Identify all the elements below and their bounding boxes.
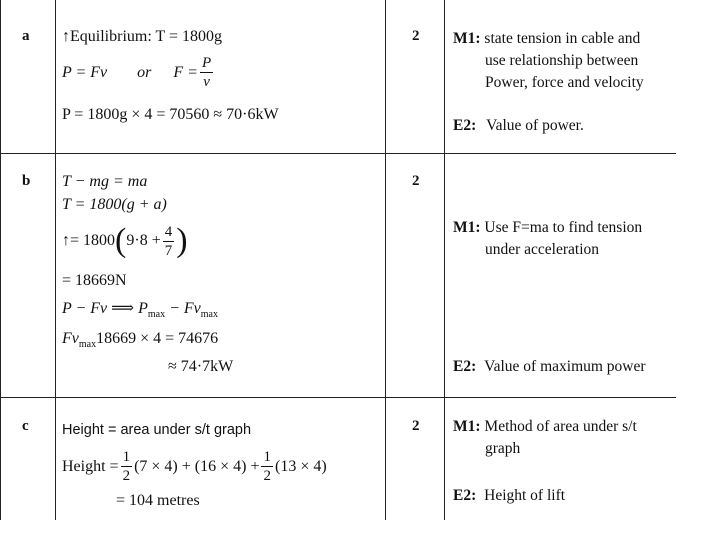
criterion-code: M1: [453,219,481,236]
tension-result-line: = 18669N [62,272,127,289]
height-statement-line: Height = area under s/t graph [62,422,252,438]
criterion-text-cont: graph [485,440,521,457]
or-word: or [137,63,152,81]
criterion-a-m1 [453,28,644,94]
equilibrium-line: ↑Equilibrium: T = 1800g [62,28,222,45]
criterion-text-cont: under acceleration [485,241,600,258]
criterion-text: Use F=ma to find tension [484,219,643,236]
subscript-max: max [200,309,218,321]
half-fraction [261,448,273,485]
four-sevenths-fraction [163,223,175,260]
force-formula: F = [173,63,198,81]
criterion-text: Height of lift [484,487,566,504]
fraction-numerator: P [201,55,212,71]
tension-prefix: ↑= 1800 [62,232,116,249]
power-result-line: P = 1800g × 4 = 70560 ≈ 70·6kW [62,106,279,123]
fv-max-line [62,330,218,350]
part-label-c: c [22,418,29,434]
fraction-denominator: 2 [122,468,131,484]
criterion-code: M1: [453,418,481,435]
row-divider-bc [0,397,676,398]
fv-max-value: 18669 × 4 = 74676 [96,330,219,347]
marks-c: 2 [412,418,420,434]
criterion-text-cont: use relationship between [485,52,639,69]
criterion-a-e2 [453,115,584,137]
fraction-denominator: 7 [164,242,173,259]
fraction-numerator: 4 [164,223,173,240]
criterion-b-e2 [453,356,646,378]
power-formula-line [62,54,215,91]
tension-line [62,196,167,214]
marks-b: 2 [412,173,420,189]
fraction-denominator: v [203,74,210,90]
criterion-text: Value of power. [486,117,584,134]
criterion-text: state tension in cable and [484,30,641,47]
fraction-numerator: 1 [122,449,131,465]
marks-a: 2 [412,28,420,44]
part-label-b: b [22,173,31,189]
column-divider-marks [385,0,386,520]
power-formula: P = Fv [62,63,108,81]
newton-law: T − mg = ma [62,173,148,190]
subscript-max: max [147,309,166,321]
tension-inner: 9·8 + [126,232,161,249]
newton-law-line [62,173,147,191]
part-label-a: a [22,28,30,44]
criterion-code: M1: [453,30,481,47]
criterion-c-m1 [453,416,637,460]
height-result-line: = 104 metres [116,492,200,509]
criterion-b-m1 [453,217,642,261]
fv-symbol: Fv [62,330,79,347]
criterion-text-cont: Power, force and velocity [485,74,644,91]
row-divider-ab [0,153,676,154]
subscript-max: max [78,339,97,351]
power-max-text: P − Fv ⟹ P [62,300,148,317]
column-divider-criteria [444,0,445,520]
p-over-v-fraction [200,54,213,91]
tension-formula: T = 1800(g + a) [62,196,167,213]
power-max-line [62,298,218,320]
criterion-text: Value of maximum power [484,358,646,375]
table-left-border [0,0,1,520]
criterion-text: Method of area under s/t [484,418,637,435]
criterion-code: E2: [453,487,477,504]
criterion-code: E2: [453,117,477,134]
max-power-result-line: ≈ 74·7kW [168,358,234,375]
half-fraction [121,448,133,485]
left-paren: ( [115,222,127,259]
tension-substitution-line [62,222,188,260]
fraction-denominator: 2 [263,468,271,484]
height-terms-end: (13 × 4) [274,457,327,475]
height-terms: (7 × 4) + (16 × 4) + [134,457,260,475]
right-paren: ) [176,222,188,259]
power-max-text-2: − Fv [165,300,201,317]
criterion-code: E2: [453,358,477,375]
height-equation-line [62,448,327,485]
fraction-numerator: 1 [263,449,271,465]
height-lhs: Height = [62,457,119,475]
criterion-c-e2 [453,485,565,507]
column-divider-work [55,0,56,520]
